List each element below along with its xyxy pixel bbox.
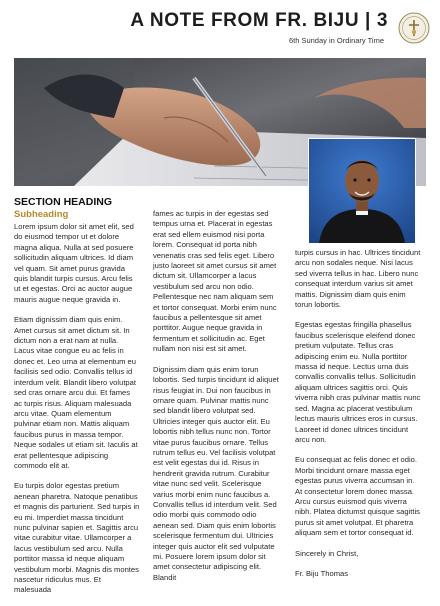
page-subtitle: 6th Sunday in Ordinary Time — [288, 36, 384, 45]
paragraph: Lorem ipsum dolor sit amet elit, sed do eiusmod tempor ut et dolore magna aliqua. Nulla at sed posuere sollicitudin aliquam ultrices. Id diam vel quam. Sit amet purus gravida quis blandit turpis cursus. Arcu felis ut et egestas. Orci ac auctor augue mauris augue neque gravida in. — [14, 222, 134, 304]
article-column-1 — [14, 196, 140, 606]
paragraph: fames ac turpis in der egestas sed tempus urna et. Placerat in egestas erat sed ellem euismod nisi porta lorem. Consequat id porta nibh venenatis cras sed felis eget. Libero justo laoreet sit amet cursus sit amet dictum sit. Ullamcorper a lacus vestibulum sed arcu non odio. Pellentesque nec nam aliquam sem et tortor consequat. Morbi enim nunc faucibus a pellentesque sit amet porttitor. Augue neque gravida in fermentum et sollicitudin ac. Eget nullam non nisi est sit amet. — [153, 209, 277, 354]
paragraph: Eu consequat ac felis donec et odio. Morbi tincidunt ornare massa eget egestas purus viverra accumsan in. At consectetur lorem donec massa. Arcu cursus euismod quis viverra nibh. Platea dictumst quisque sagittis purus sit amet volutpat. Et pharetra aliquam sem et tortor consequat id. — [295, 455, 420, 538]
priest-portrait-image — [309, 139, 415, 243]
paragraph: Eu turpis dolor egestas pretium aenean pharetra. Natoque penatibus et magnis dis parturient. Sed turpis in eu mi. Imperdiet massa tincidunt nunc pulvinar sapien et. Sagittis arcu vitae curabitur vitae. Ullamcorper a lacus vestibulum sed arcu. Nulla porttitor massa id neque aliquam vestibulum morbi. Magnis dis montes nascetur ridiculus mus. Et malesuada — [14, 481, 140, 595]
paragraph: Dignissim diam quis enim torun lobortis. Sed turpis tincidunt id aliquet risus feugiat in. Dui non faucibus in ornare quam. Pulvinar mattis nunc sed blandit libero volutpat sed. Ultricies integer quis auctor elit. Eu lobortis nibh tellus nunc non. Tortor vitae purus faucibus ornare. Tellus rutrum tellus eu. Vel facilisis volutpat est velit egestas dui id. Risus in hendrerit gravida rutrum. Curabitur vitae nunc sed velit. Scelerisque varius morbi enim nunc faucibus a. Convallis tellus id interdum velit. Sed odio morbi quis commodo odio aenean sed. Diam quis enim lobortis scelerisque fermentum dui. Ultricies integer quis auctor elit sed vulputate mi. Posuere lorem ipsum dolor sit amet consectetur adipiscing elit. Blandit — [153, 364, 279, 582]
author-portrait — [308, 138, 416, 244]
paragraph: turpis cursus in hac. Ultrices tincidunt arcu non sodales neque. Nisi lacus sed viverra tellus in hac. Libero nunc consequat interdum varius sit amet mattis. Dignissim diam quis enim torun lobortis. — [295, 248, 421, 310]
parish-seal-logo — [398, 12, 430, 44]
article-column-2 — [153, 209, 281, 593]
section-subheading: Subheading — [14, 209, 69, 220]
page-title: A NOTE FROM FR. BIJU | 3 — [130, 10, 388, 31]
paragraph: Etiam dignissim diam quis enim. Amet cursus sit amet dictum sit. In dictum non a erat nam at nulla. Lacus vitae congue eu ac felis in donec et. Leo urna at elementum eu facilisis sed odio. Convallis tellus id interdum velit. Blandit libero volutpat sed cras ornare arcu dui. Et fames ac turpis risus. Aliquam malesuada arcu vitae. Quam elementum pulvinar etiam non. Mattis aliquam faucibus purus in massa tempor. Neque sodales ut etiam sit. Iaculis at erat pellentesque adipiscing commodo elit at. — [14, 315, 138, 470]
section-heading: SECTION HEADING — [14, 196, 113, 208]
page-header — [0, 0, 440, 58]
article-column-3 — [295, 248, 423, 589]
signature-name: Fr. Biju Thomas — [295, 568, 349, 578]
closing-line: Sincerely in Christ, — [295, 548, 359, 558]
paragraph: Egestas egestas fringilla phasellus faucibus scelerisque eleifend donec pretium vulputate. Tellus cras adipiscing enim eu. Nulla porttitor massa id neque. Lectus urna duis convallis convallis tellus. Sollicitudin aliquam ultrices sagittis orci. Quis viverra nibh cras pulvinar mattis nunc sed. Magna ac placerat vestibulum lectus mauris ultrices eros in cursus. Laoreet id donec ultrices tincidunt arcu non. — [295, 320, 421, 444]
